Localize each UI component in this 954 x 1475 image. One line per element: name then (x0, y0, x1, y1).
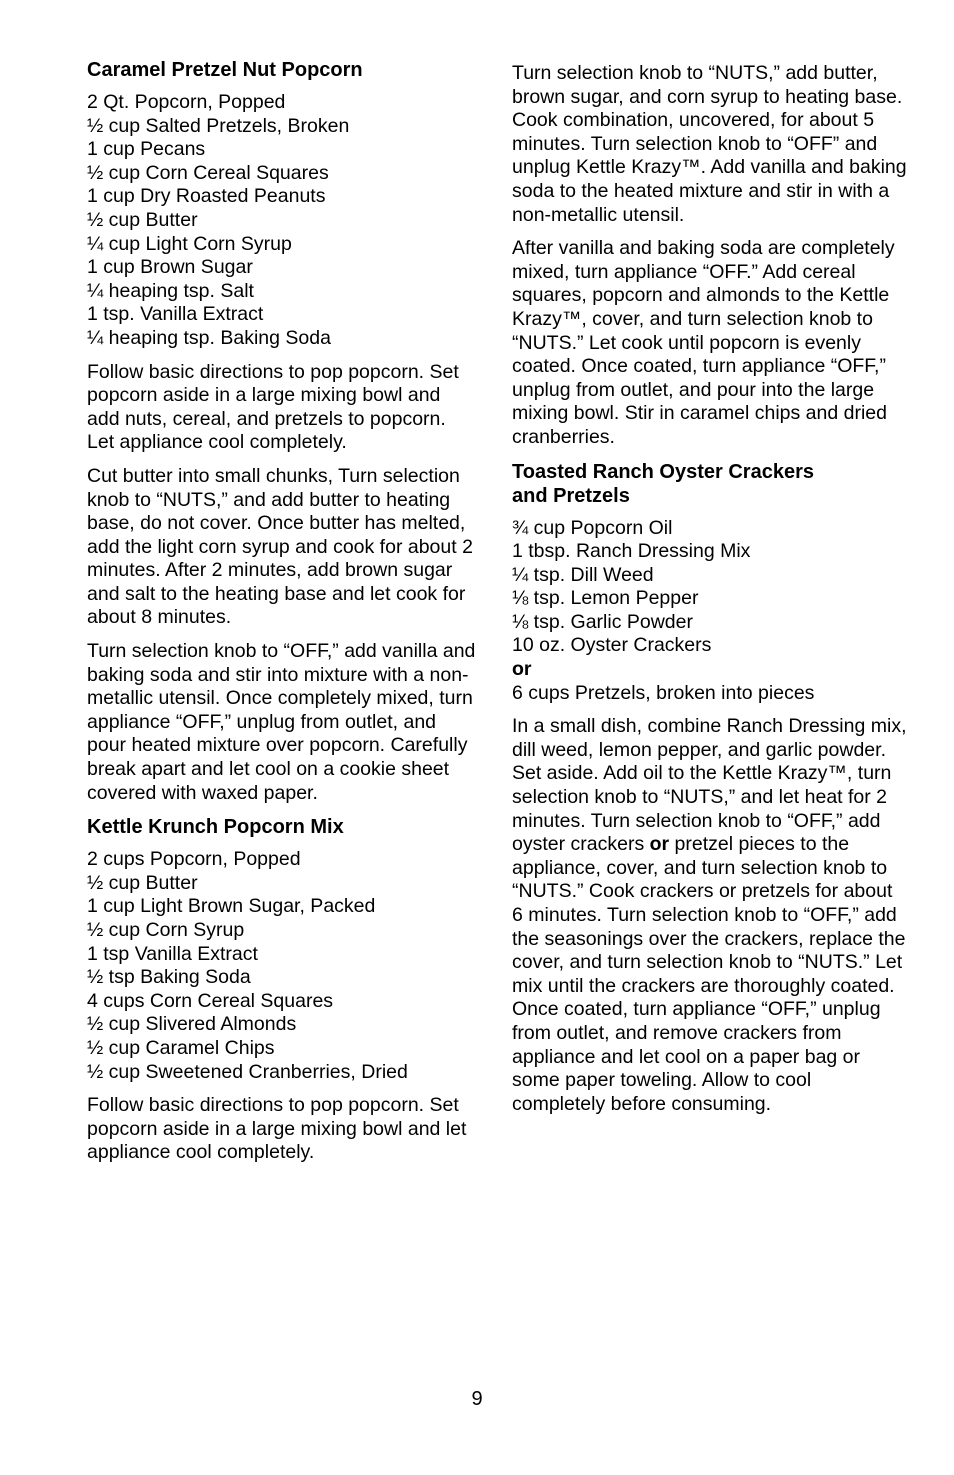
ingredient-item: ½ cup Butter (87, 208, 198, 231)
ingredient-item: ½ cup Corn Cereal Squares (87, 161, 329, 184)
ingredient-item: 4 cups Corn Cereal Squares (87, 989, 334, 1012)
ingredient-item: ½ cup Caramel Chips (87, 1036, 275, 1059)
recipe-title-line: Toasted Ranch Oyster Crackers (512, 460, 814, 483)
recipe-title-toasted-ranch (512, 460, 907, 508)
ingredient-item: ¼ heaping tsp. Baking Soda (87, 326, 331, 349)
ingredient-item: 1 tsp. Vanilla Extract (87, 303, 264, 326)
instruction-paragraph (512, 715, 907, 1116)
or-separator: or (512, 658, 532, 681)
recipe-title-line: and Pretzels (512, 484, 630, 507)
instruction-text: In a small dish, combine Ranch Dressing mix, dill weed, lemon pepper, and garlic powder. Set aside. Add oil to the Kettle Krazy™, turn selection knob to “NUTS,” and let heat for 2 minutes. Turn selection knob to “OFF,” add oyster crackers (512, 715, 907, 856)
ingredient-item: 6 cups Pretzels, broken into pieces (512, 681, 815, 704)
ingredient-item: ¼ cup Light Corn Syrup (87, 232, 292, 255)
page-number: 9 (471, 1388, 483, 1410)
ingredient-item: ⅛ tsp. Garlic Powder (512, 610, 693, 633)
instruction-bold-or: or (649, 833, 670, 856)
instruction-text: pretzel pieces to the appliance, cover, and turn selection knob to “NUTS.” Cook crackers or pretzels for about 6 minutes. Turn selection knob to “OFF,” add the seasonings over the crackers, replace the cover, and turn selection knob to “NUTS.” Let mix until the crackers are thoroughly coated. Once coated, turn appliance “OFF,” unplug from outlet, and remove crackers from appliance and let cool on a paper bag or some paper toweling. Allow to cool completely before consuming. (512, 833, 906, 1115)
ingredient-item: ¾ cup Popcorn Oil (512, 516, 673, 539)
ingredient-item: ¼ tsp. Dill Weed (512, 563, 654, 586)
recipe-title-caramel-pretzel: Caramel Pretzel Nut Popcorn (87, 59, 363, 81)
instruction-paragraph: Turn selection knob to “NUTS,” add butter, brown sugar, and corn syrup to heating base. Cook combination, uncovered, for about 5 minutes. Turn selection knob to “OFF” and unplug Kettle Krazy™. Add vanilla and baking soda to the heated mixture and stir in with a non-metallic utensil. (512, 62, 907, 226)
instruction-paragraph: Cut butter into small chunks, Turn selection knob to “NUTS,” and add butter to heating base, do not cover. Once butter has melted, add the light corn syrup and cook for about 2 minutes. After 2 minutes, add brown sugar and salt to the heating base and let cook for about 8 minutes. (87, 464, 473, 629)
ingredient-item: ⅛ tsp. Lemon Pepper (512, 587, 699, 610)
instruction-paragraph: After vanilla and baking soda are completely mixed, turn appliance “OFF.” Add cereal squares, popcorn and almonds to the Kettle Krazy™, cover, and turn selection knob to “NUTS.” Let cook until popcorn is evenly coated. Once coated, turn appliance “OFF,” unplug from outlet, and pour into the large mixing bowl. Stir in caramel chips and dried cranberries. (512, 237, 895, 448)
ingredient-list-caramel-pretzel (87, 91, 477, 351)
ingredient-list-toasted-ranch (512, 517, 907, 706)
ingredient-item: 10 oz. Oyster Crackers (512, 634, 712, 657)
ingredient-item: 1 cup Light Brown Sugar, Packed (87, 895, 376, 918)
instruction-paragraph: Follow basic directions to pop popcorn. Set popcorn aside in a large mixing bowl and let appliance cool completely. (87, 1094, 467, 1164)
ingredient-item: 2 Qt. Popcorn, Popped (87, 91, 286, 113)
ingredient-item: ½ cup Sweetened Cranberries, Dried (87, 1060, 408, 1083)
right-column (512, 58, 907, 1126)
instruction-paragraph: Turn selection knob to “OFF,” add vanilla and baking soda and stir into mixture with a non-metallic utensil. Once completely mixed, turn appliance “OFF,” unplug from outlet, and pour heated mixture over popcorn. Carefully break apart and let cool on a cookie sheet covered with waxed paper. (87, 640, 476, 804)
ingredient-item: 1 tbsp. Ranch Dressing Mix (512, 540, 751, 563)
instruction-paragraph: Follow basic directions to pop popcorn. Set popcorn aside in a large mixing bowl and add nuts, cereal, and pretzels to popcorn. Let appliance cool completely. (87, 360, 459, 454)
ingredient-item: ½ cup Salted Pretzels, Broken (87, 114, 350, 137)
ingredient-item: ½ cup Slivered Almonds (87, 1013, 297, 1036)
ingredient-item: ½ cup Corn Syrup (87, 919, 245, 941)
ingredient-item: ¼ heaping tsp. Salt (87, 279, 254, 302)
ingredient-list-kettle-krunch (87, 848, 477, 1084)
ingredient-item: 2 cups Popcorn, Popped (87, 848, 301, 871)
ingredient-item: ½ tsp Baking Soda (87, 966, 251, 989)
ingredient-item: 1 cup Brown Sugar (87, 256, 253, 279)
recipe-title-kettle-krunch: Kettle Krunch Popcorn Mix (87, 816, 344, 839)
ingredient-item: ½ cup Butter (87, 871, 198, 894)
ingredient-item: 1 tsp Vanilla Extract (87, 942, 258, 965)
left-column (87, 58, 477, 1175)
ingredient-item: 1 cup Dry Roasted Peanuts (87, 185, 326, 208)
ingredient-item: 1 cup Pecans (87, 138, 206, 161)
